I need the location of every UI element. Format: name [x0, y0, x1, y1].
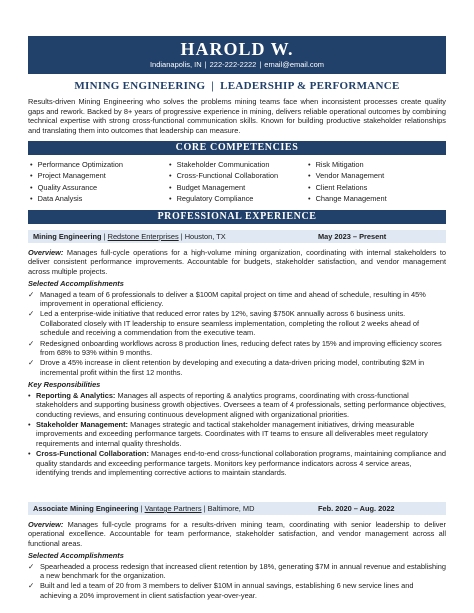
contact-phone: 222-222-2222: [209, 60, 257, 69]
section-heading-competencies: CORE COMPETENCIES: [28, 141, 446, 155]
responsibility-text: Manages strategic and tactical stakeholder management initiatives, driving measurable improvements and exceeding performance targets. Coordinates with IT teams to ensure all deliverables meet regulatory requirements and internal quality thresholds.: [36, 419, 428, 448]
company-link[interactable]: Redstone Enterprises: [107, 232, 179, 241]
list-item: [28, 339, 446, 358]
bullet-icon: •: [28, 390, 31, 400]
responsibilities-heading: Key Responsibilities: [28, 380, 101, 390]
accomplishment-text: Led a enterprise-wide initiative that reduced error rates by 12%, saving $750K annually across 6 business units. Collaborated closely with IT leadership to ensure seamless implementation, completing the rollout 2 weeks ahead of schedule and receiving a commendation from the executive team.: [40, 309, 420, 338]
accomplishment-text: Managed a team of 6 professionals to deliver a $100M capital project on time and ahead of schedule, resulting in 45% improvement in operational efficiency.: [40, 289, 426, 309]
job-title: Associate Mining Engineering: [33, 504, 139, 513]
job-location: Baltimore, MD: [207, 504, 255, 513]
responsibility-label: Cross-Functional Collaboration:: [36, 449, 149, 459]
job-2-details: [28, 520, 446, 601]
responsibility-text: Manages all aspects of reporting & analytics programs, coordinating with cross-functional stakeholders and supporting business growth objectives. Oversees a team of 4 professionals, setting performance objectives, conducting reviews, and ensuring continuous development aligned with organizational priorities.: [36, 390, 446, 419]
competency-item: • Regulatory Compliance: [169, 194, 308, 203]
competency-item: • Vendor Management: [308, 171, 444, 180]
accomplishments-heading: Selected Accomplishments: [28, 551, 124, 561]
headline: MINING ENGINEERING | LEADERSHIP & PERFORMANCE: [74, 80, 400, 92]
contact-location: Indianapolis, IN: [149, 60, 202, 69]
list-item: [28, 290, 446, 309]
candidate-name: HAROLD W.: [180, 39, 294, 59]
job-dates: May 2023 – Present: [318, 232, 387, 241]
job-dates: Feb. 2020 – Aug. 2022: [318, 504, 395, 513]
competency-item: • Data Analysis: [30, 194, 169, 203]
accomplishments-heading: Selected Accomplishments: [28, 279, 124, 289]
list-item: [28, 358, 446, 377]
accomplishment-text: Spearheaded a process redesign that increased client retention by 18%, generating $7M in annual revenue and establishing a new benchmark for the organization.: [40, 561, 446, 581]
list-item: [28, 420, 446, 448]
job-location: Houston, TX: [184, 232, 226, 241]
check-icon: ✓: [28, 338, 35, 348]
check-icon: ✓: [28, 289, 35, 299]
section-heading-experience: PROFESSIONAL EXPERIENCE: [28, 210, 446, 224]
bullet-icon: •: [28, 419, 31, 429]
job-title: Mining Engineering: [33, 232, 102, 241]
list-item: [28, 581, 446, 600]
bullet-icon: •: [28, 449, 31, 459]
contact-line: Indianapolis, IN | 222-222-2222 | email@email.com: [149, 60, 325, 69]
accomplishment-list: [28, 562, 446, 601]
responsibility-text: Manages end-to-end cross-functional collaboration programs, maintaining compliance and quality standards and exceeding performance targets. Monitors key performance indicators across 4 service areas, identifying trends and implementing corrective actions to maintain standards.: [36, 449, 446, 477]
professional-summary: Results-driven Mining Engineering who solves the problems mining teams face when inconsistent processes create quality gaps and rework. Backed by 8+ years of progressive experience in mining, delivers reliable operational outcomes by combining technical expertise with strong cross-functional communication skills. Known for building productive stakeholder relationships and translating them into outcomes that leadership can measure.: [28, 97, 446, 135]
list-item: [28, 449, 446, 477]
header-band: [28, 36, 446, 74]
list-item: [28, 391, 446, 419]
headline-part-2: LEADERSHIP & PERFORMANCE: [220, 80, 400, 92]
accomplishment-list: [28, 290, 446, 378]
contact-email: email@email.com: [264, 60, 325, 69]
competency-item: • Performance Optimization: [30, 160, 169, 169]
competency-item: • Project Management: [30, 171, 169, 180]
list-item: [28, 562, 446, 581]
job-overview: [28, 248, 446, 276]
check-icon: ✓: [28, 309, 35, 319]
overview-text: Manages full-cycle programs for a results-driven mining team, coordinating with senior leadership to deliver operational excellence. Accountable for team performance, stakeholder satisfaction, and vendor management across all functional areas.: [28, 520, 447, 548]
check-icon: ✓: [28, 358, 35, 368]
responsibility-list: [28, 391, 446, 478]
headline-part-1: MINING ENGINEERING: [74, 80, 206, 92]
competency-item: • Risk Mitigation: [308, 160, 444, 169]
competency-item: • Change Management: [308, 194, 444, 203]
competency-item: • Client Relations: [308, 183, 444, 192]
job-header-1: Mining Engineering | Redstone Enterprises | Houston, TX May 2023 – Present: [28, 230, 446, 243]
competency-item: • Quality Assurance: [30, 183, 169, 192]
competency-item: • Cross-Functional Collaboration: [169, 171, 308, 180]
accomplishment-text: Redesigned onboarding workflows across 8 production lines, reducing defect rates by 15% and improving efficiency scores from 68% to 93% within 9 months.: [40, 338, 442, 358]
job-header-2: Associate Mining Engineering | Vantage Partners | Baltimore, MD Feb. 2020 – Aug. 2022: [28, 502, 446, 515]
competency-item: • Budget Management: [169, 183, 308, 192]
overview-label: Overview:: [28, 248, 64, 257]
competency-item: • Stakeholder Communication: [169, 160, 308, 169]
accomplishment-text: Built and led a team of 20 from 3 members to deliver $10M in annual savings, establishing 6 new service lines and achieving a 20% improvement in client satisfaction year-over-year.: [40, 581, 414, 600]
list-item: [28, 309, 446, 337]
responsibility-label: Stakeholder Management:: [36, 419, 128, 429]
check-icon: ✓: [28, 561, 35, 571]
job-overview: [28, 520, 446, 548]
overview-label: Overview:: [28, 520, 64, 529]
overview-text: Manages full-cycle operations for a high-volume mining organization, coordinating with internal stakeholders to deliver consistent performance improvements. Accountable for budgets, stakeholder satisfaction, and vendor management across multiple projects.: [28, 248, 446, 276]
job-1-details: [28, 248, 446, 478]
competency-grid: [30, 160, 444, 204]
responsibility-label: Reporting & Analytics:: [36, 390, 116, 400]
company-link[interactable]: Vantage Partners: [144, 504, 202, 513]
check-icon: ✓: [28, 581, 35, 591]
accomplishment-text: Drove a 45% increase in client retention by developing and executing a data-driven pricing model, contributing $2M in incremental profit within the first 12 months.: [40, 358, 425, 377]
